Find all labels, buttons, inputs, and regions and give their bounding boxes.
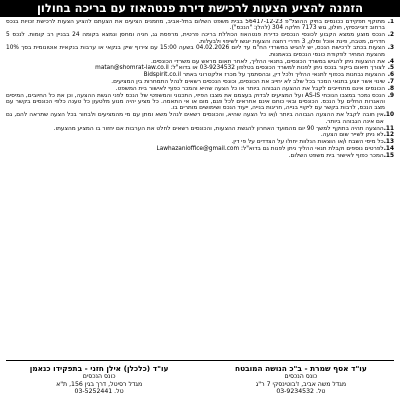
item-text: ההצעה תהיה בתוקף למשך 90 יום מהמועד האחרון להגשת ההצעות, והכונסים רשאים לחלט את הערבות אם יחזור בו המציע מהצעתו. bbox=[53, 125, 384, 132]
item-text: הכונסים אינם מתחייבים לקבל את ההצעה הגבוהה ביותר או כל הצעה שהיא והמכר כפוף לאישור בית המשפט. bbox=[115, 85, 385, 92]
list-item bbox=[6, 45, 394, 58]
signature-block bbox=[6, 360, 394, 400]
list-item bbox=[6, 32, 394, 45]
item-text: הנכס מוצע ממצא הקבוע לכונסי הנכסים כדירת פנטהאוז הכוללת בריכה פרטית, מרפסת גג, חניה ומחסן ונמצא בקומה 24 בבניין רב קומות. לנכס 5 חדרים, מטבח, פינת אוכל וסלון, 3 חדרי רחצה והצעות יוגשו לשיפוי ולבעלות. bbox=[6, 32, 385, 45]
item-number: 1. bbox=[387, 19, 394, 25]
list-item bbox=[6, 65, 394, 71]
signatory-phone: טל. 03-5252441 bbox=[74, 388, 124, 396]
item-text: אין חובה לקבל את ההצעה הגבוהה ביותר ו/או כל הצעה שהיא, והכונסים רשאים לנהל משא ומתן עם מי מהמציעים ולבחור בכל הצעה שתראה להם, גם אם אינה הגבוהה ביותר. bbox=[6, 112, 384, 125]
list-item bbox=[6, 153, 394, 159]
signatory-role: כונס הנכסים bbox=[284, 373, 318, 380]
signatory-name: עו"ד אסף שמרת - ב"כ הנושה המובטח bbox=[235, 364, 367, 373]
list-item bbox=[6, 86, 394, 92]
item-number: 6. bbox=[387, 72, 394, 79]
item-number: 14. bbox=[383, 146, 394, 153]
signatory-role: כונס הנכסים bbox=[82, 373, 116, 380]
item-number: 9. bbox=[387, 92, 394, 99]
item-text: הצעות בכתב לרכישת הנכס, יש להגיש במשרדי הח"מ עד ליום 04.02.2026 בשעה 15:00 עם צירוף שיק בנקאי או ערבות בנקאית אוטונומית בסך 10% מהצעת המחיר לפקודת כונסי הנכסים בנאמנות. bbox=[6, 45, 385, 58]
item-number: 13. bbox=[383, 139, 394, 146]
item-number: 12. bbox=[383, 132, 394, 139]
item-number: 11. bbox=[383, 125, 394, 132]
signatory-address: מגדל משה אביב, ז'בוטינסקי 7 ר"ג bbox=[255, 380, 347, 388]
item-number: 15. bbox=[383, 152, 394, 159]
item-number: 2. bbox=[387, 32, 394, 39]
item-number: 7. bbox=[387, 79, 394, 86]
notice-items bbox=[6, 19, 394, 319]
signatory-phone: טל. 03-9234532 bbox=[276, 388, 326, 396]
list-item bbox=[6, 139, 394, 145]
signatory-name: עו"ד (כלכלן) אילן חזני - בתפקידו כנאמן bbox=[29, 364, 169, 373]
item-text: המכר כפוף לאישור בית משפט השלום. bbox=[288, 152, 384, 159]
list-item bbox=[6, 112, 394, 125]
item-text: את ההצעות ניתן להגיש במשרד הכונסים, בתנאי ההליך, לאחר תאום מראש עם משרדי הכונסים. bbox=[151, 58, 385, 65]
signatory-address: מגדל רסיטל, דרך בגין 156, ת"א bbox=[56, 380, 143, 388]
list-item bbox=[6, 146, 394, 152]
item-text: לפרטים נוספים וקבלת תנאי ההליך ניתן לפנות גם בדוא"ל: Lawhazanioffice@gmail.com bbox=[156, 146, 384, 153]
item-text: ההצעות נבחנות בכפוף לתנאי ההליך ולכל דין, ובהסתמך על מכרז אלקטרוני באתר Bidspirit.co.il bbox=[143, 72, 385, 79]
signature-right bbox=[208, 364, 394, 400]
item-number: 5. bbox=[387, 65, 394, 72]
signature-left bbox=[6, 364, 192, 400]
item-number: 8. bbox=[387, 85, 394, 92]
list-item bbox=[6, 93, 394, 112]
item-text: שינוי אשר יוצע בתנאי המכר בכל שלב לא יחייב את הכונסים, וכונסי הנכסים רשאים לנהל התמחרות בין המציעים. bbox=[111, 79, 385, 86]
item-text: לא ניתן לשייר שום הצעה. bbox=[320, 132, 384, 139]
notice-title: הזמנה להציע הצעות לרכישת דירת פנטהאוז עם בריכה בחולון bbox=[0, 0, 400, 17]
list-item bbox=[6, 72, 394, 78]
item-text: לצורך תיאום ביקור בנכס ניתן לפנות למשרד הכונסים בטלפון 03-9234532 או בדוא"ל: matan@shomrat-law.co.il bbox=[95, 65, 385, 72]
item-number: 3. bbox=[387, 45, 394, 52]
item-number: 4. bbox=[387, 58, 394, 65]
list-item bbox=[6, 19, 394, 32]
list-item bbox=[6, 126, 394, 132]
item-number: 10. bbox=[383, 112, 394, 119]
item-text: מתוקף תפקידם ככונסים בתיק ההוצל"פ 56417-12-23 בבית משפט השלום בתל-אביב, מוזמנים הציעים את הצעתם להציע הצעות לרכישת זכויות בנכס ברחוב דונייבסקי, חולון, גוש 7173 חלקה 304 (להלן: "הנכס"). bbox=[6, 19, 385, 32]
list-item bbox=[6, 59, 394, 65]
list-item bbox=[6, 79, 394, 85]
list-item bbox=[6, 132, 394, 138]
item-text: הנכס נמכר במצבו הנוכחי AS-IS ועל המציעים לבדוק בעצמם את מצבו הפיזי, התכנוני והמשפטי של הנכס לפני הגשת ההצעה, וכן את כל החיובים, המיסים והאגרות החלים על הנכס. הכונסים ובאי כוחם אינם אחראים לכל פגם, מום או אי התאמה. כל מציע יהיה מנוע מלטעון כל טענה כלפי הכונסים בקשר עם מצב הנכס, לרבות בקשר עם ליקויי בנייה, חריגות בנייה, ייעוד הנכס ושימושים מותרים בו. bbox=[6, 92, 385, 112]
item-text: כל מיסי השבח ו/או הוצאות הנלוות יחולו על הצדדים על פי דין. bbox=[231, 139, 384, 146]
